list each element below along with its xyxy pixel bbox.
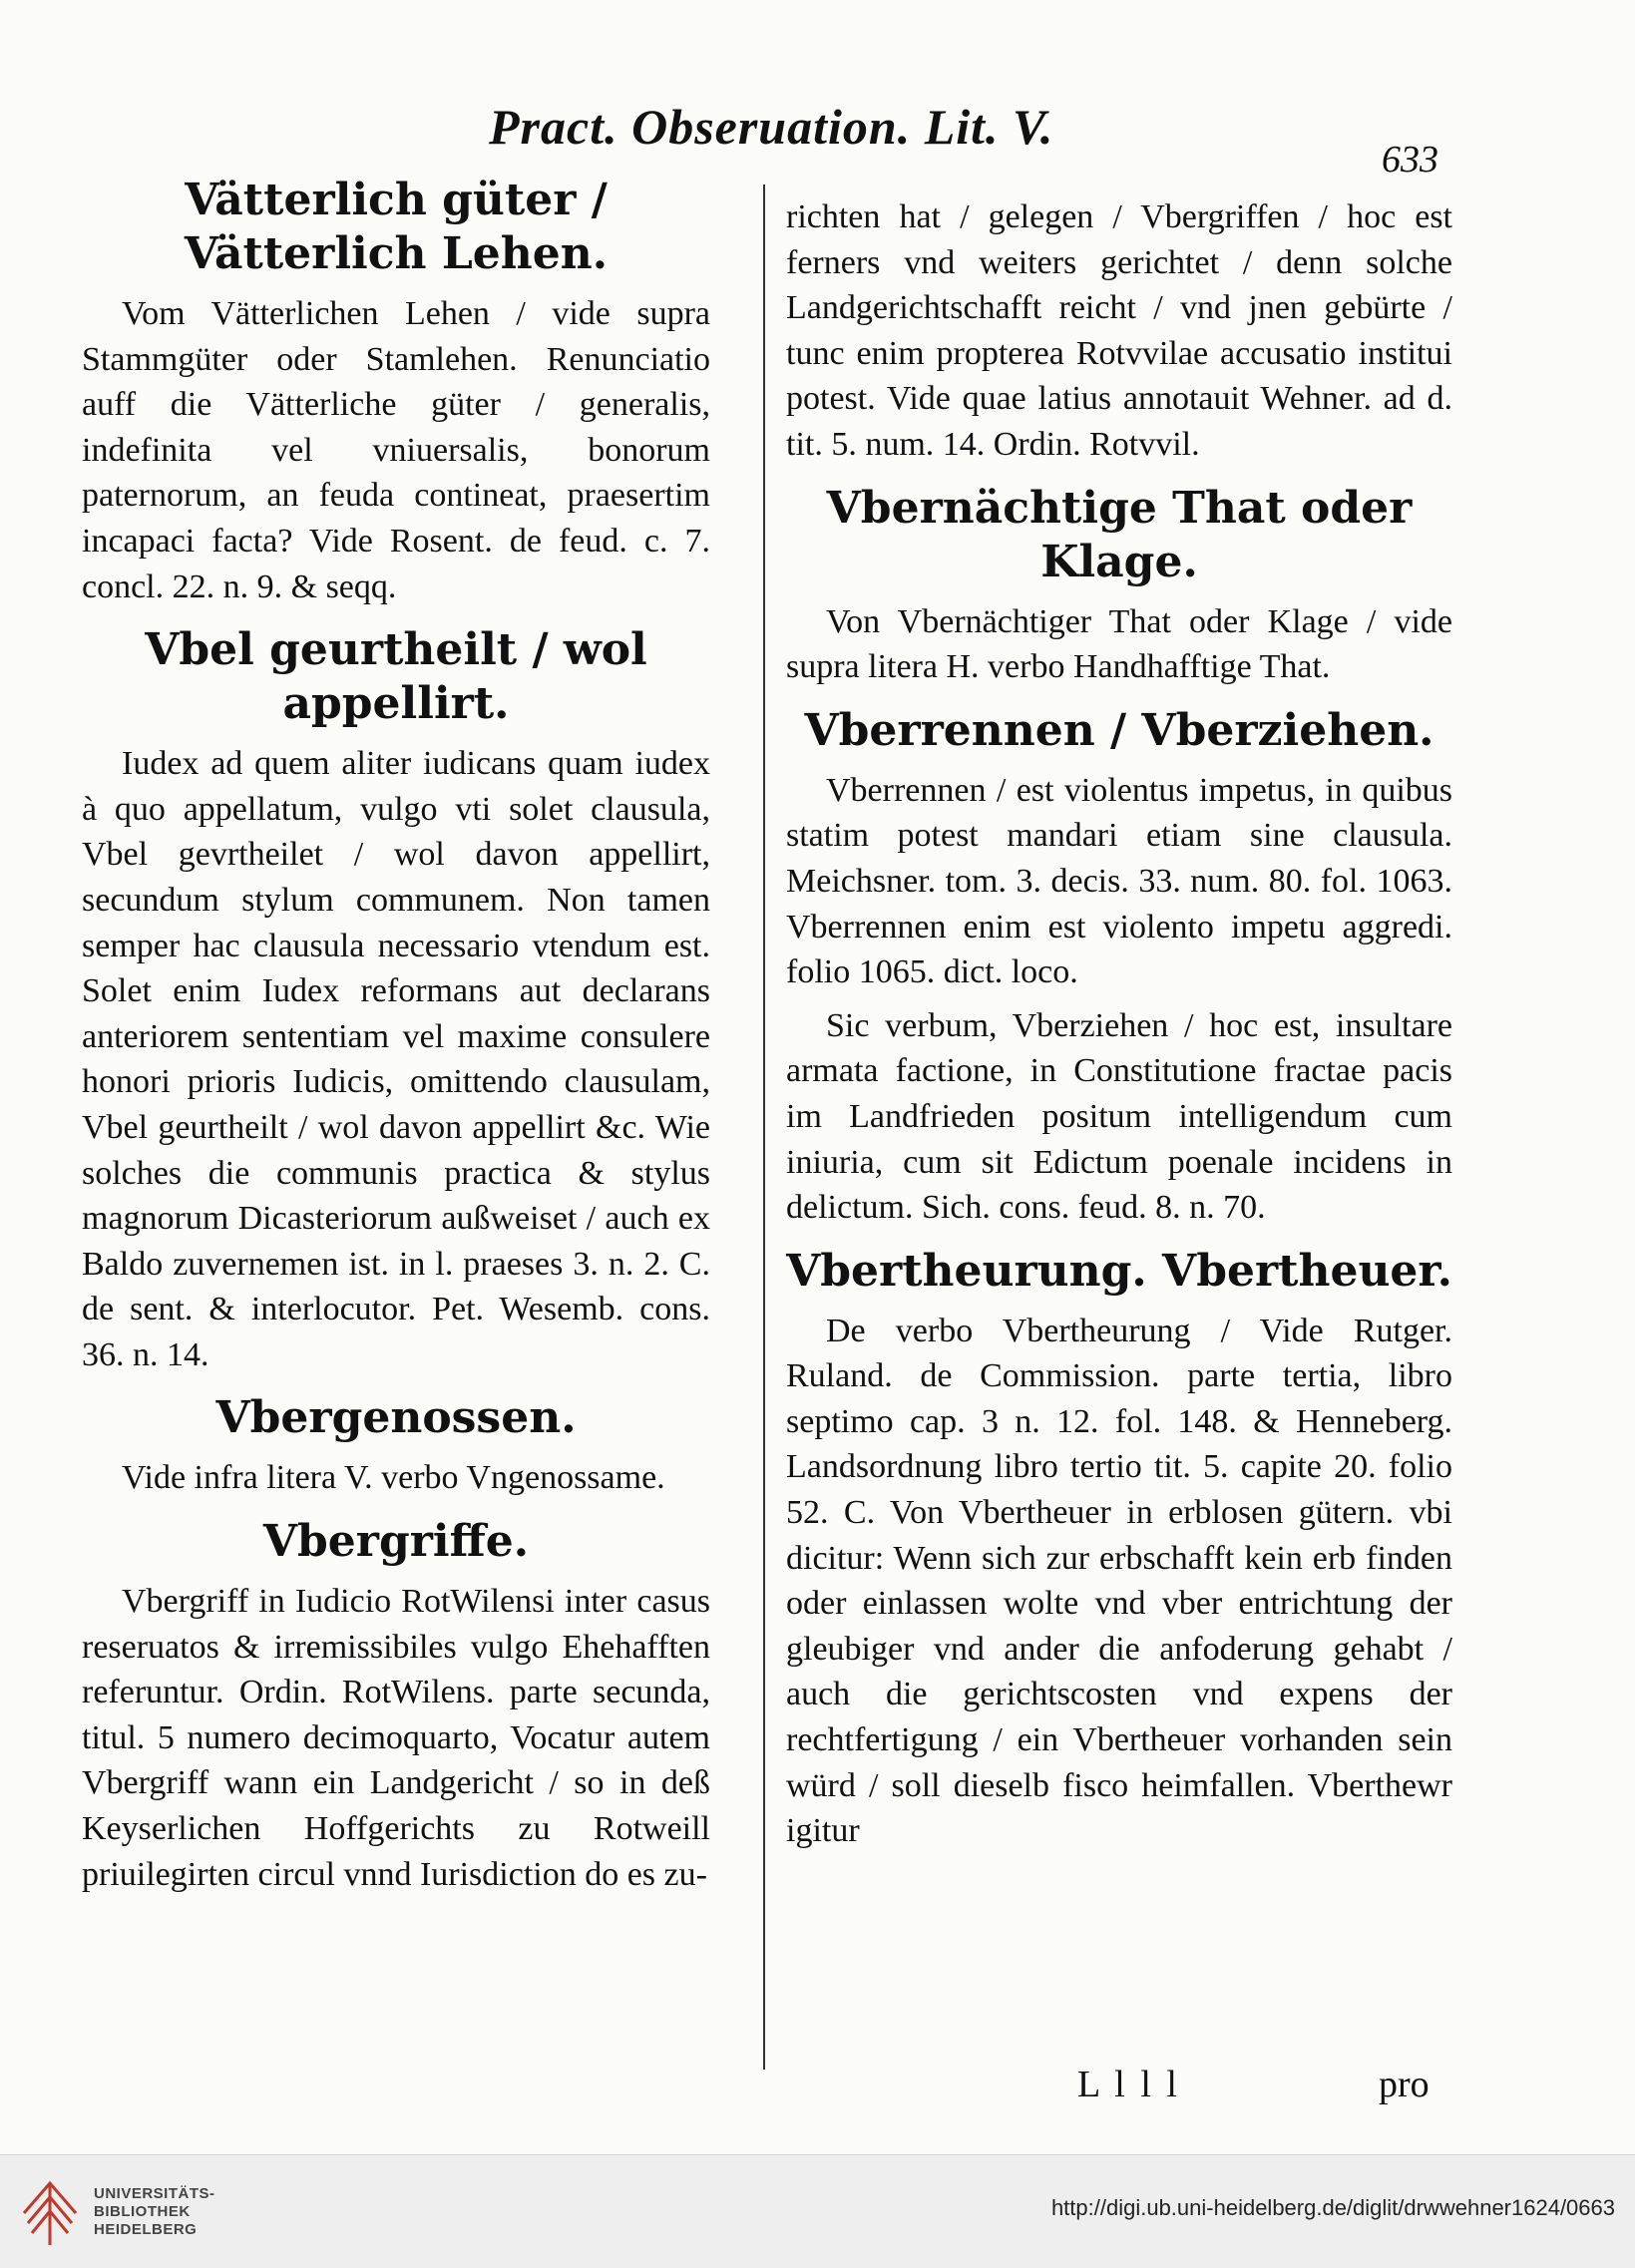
entry-text: Vbergriff in Iudicio RotWilensi inter casus reseruatos & irremissibiles vulgo Ehehafften referuntur. Ordin. RotWilens. parte secunda, titul. 5 numero decimoquarto, Vocatur autem Vbergriff wann ein Landgericht / so in deß Keyserlichen Hoffgerichts zu Rotweill priuilegirten circul vnnd Iurisdiction do es zu- xyxy=(82,1583,710,1893)
entry-text: Iudex ad quem aliter iudicans quam iudex à quo appellatum, vulgo vti solet clausula, Vbel gevrtheilet / wol davon appellirt, secundum stylum communem. Non tamen semper hac clausula necessario vtendum est. Solet enim Iudex reformans aut declarans anteriorem sententiam vel maxime consulere honori prioris Iudicis, omittendo clausulam, Vbel geurtheilt / wol davon appellirt &c. Wie solches die communis practica & stylus magnorum Dicasteriorum außweiset / auch ex Baldo zuvernemen ist. in l. praeses 3. n. 2. C. de sent. & interlocutor. Pet. Wesemb. cons. 36. n. 14. xyxy=(82,745,710,1373)
running-head: Pract. Obseruation. Lit. V. xyxy=(489,99,1054,155)
entry-heading: Vbernächtige That oder Klage. xyxy=(826,482,1413,587)
signature-mark: L l l l xyxy=(1077,2064,1180,2105)
entry-heading: Vbel geurtheilt / wol appellirt. xyxy=(145,624,647,730)
library-logo-icon xyxy=(18,2173,82,2249)
entry-text: Von Vbernächtiger That oder Klage / vide supra litera H. verbo Handhafftige That. xyxy=(786,602,1452,686)
library-name-line: HEIDELBERG xyxy=(94,2221,198,2238)
catchword: pro xyxy=(1379,2064,1430,2105)
entry-heading: Vbergriffe. xyxy=(262,1516,530,1568)
entry-heading: Vberrennen / Vberziehen. xyxy=(804,704,1434,756)
library-name-line: BIBLIOTHEK xyxy=(94,2203,191,2220)
entry-text: Vom Vätterlichen Lehen / vide supra Stammgüter oder Stamlehen. Renunciatio auff die Vätterliche güter / generalis, indefinita vel vniuersalis, bonorum paternorum, an feuda contineat, praesertim incapaci facta? Vide Rosent. de feud. c. 7. concl. 22. n. 9. & seqq. xyxy=(82,295,710,605)
entry-text: Vide infra litera V. verbo Vngenossame. xyxy=(122,1459,665,1497)
page-number: 633 xyxy=(1382,139,1438,181)
left-column xyxy=(82,160,710,1905)
permalink[interactable]: http://digi.ub.uni-heidelberg.de/diglit/drwwehner1624/0663 xyxy=(1050,2195,1615,2220)
entry-heading: Vätterlich güter / Vätterlich Lehen. xyxy=(184,175,609,279)
library-name-line: UNIVERSITÄTS- xyxy=(94,2185,215,2202)
entry-text: Vberrennen / est violentus impetus, in quibus statim potest mandari etiam sine clausula. Meichsner. tom. 3. decis. 33. num. 80. fol. 1063. Vberrennen enim est violento impetu aggredi. folio 1065. dict. loco. xyxy=(786,771,1452,991)
right-column xyxy=(786,194,1452,1862)
entry-text: Sic verbum, Vberziehen / hoc est, insultare armata factione, in Constitutione fractae pacis im Landfrieden positum intelligendum cum iniuria, cum sit Edictum poenale incidens in delictum. Sich. cons. feud. 8. n. 70. xyxy=(786,1006,1452,1227)
library-name xyxy=(94,2185,215,2239)
column-divider xyxy=(763,185,765,2070)
entry-text: De verbo Vbertheurung / Vide Rutger. Ruland. de Commission. parte tertia, libro septimo cap. 3 n. 12. fol. 148. & Henneberg. Landsordnung libro tertio tit. 5. capite 20. folio 52. C. Von Vbertheuer in erblosen gütern. vbi dicitur: Wenn sich zur erbschafft kein erb finden oder einlassen wolte vnd vber entrichtung der gleubiger vnd ander die anfoderung gehabt / auch die gerichtscosten vnd expens der rechtfertigung / ein Vbertheuer vorhanden sein würd / soll dieselb fisco heimfallen. Vberthewr igitur xyxy=(786,1312,1452,1850)
entry-heading: Vbergenossen. xyxy=(215,1392,577,1444)
viewer-footer xyxy=(0,2154,1635,2268)
entry-heading: Vbertheurung. Vbertheuer. xyxy=(786,1245,1452,1297)
entry-text: richten hat / gelegen / Vbergriffen / hoc est ferners vnd weiters gerichtet / denn solche Landgerichtschafft reicht / vnd jnen gebürte / tunc enim propterea Rotvvilae accusatio institui potest. Vide quae latius annotauit Wehner. ad d. tit. 5. num. 14. Ordin. Rotvvil. xyxy=(786,198,1452,463)
